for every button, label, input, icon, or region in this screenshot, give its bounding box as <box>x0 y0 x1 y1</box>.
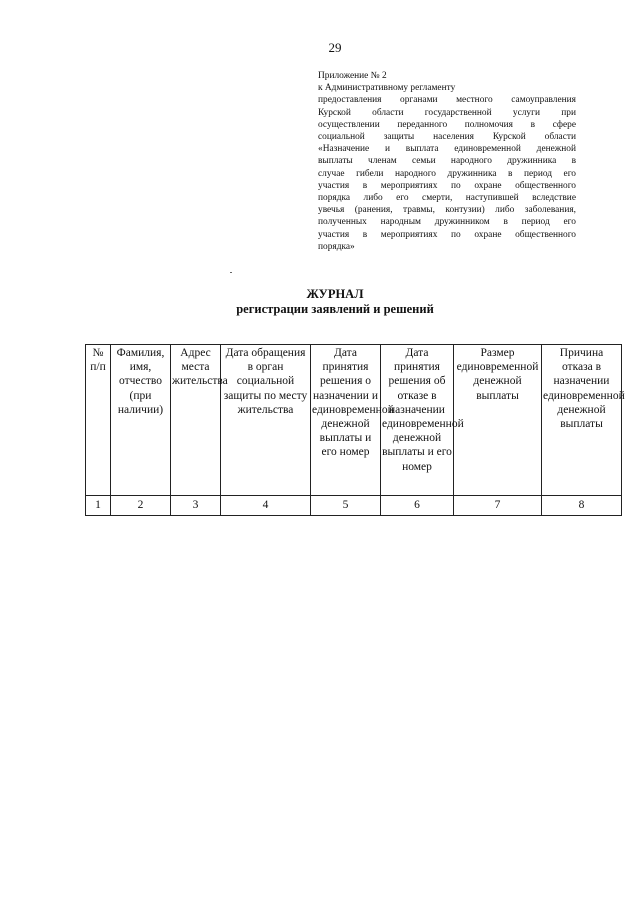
column-header: Фамилия, имя, отчество (при наличии) <box>111 345 171 496</box>
journal-title-block <box>170 287 500 317</box>
column-header: № п/п <box>86 345 111 496</box>
column-header: Дата принятия решения о назначении и единовременной денежной выплаты и его номер <box>311 345 381 496</box>
column-number: 4 <box>221 496 311 516</box>
appendix-line: порядка либо его смерти, наступившей вследствие <box>318 193 576 204</box>
appendix-line: полученных народным дружинником в период его <box>318 217 576 228</box>
column-header: Адрес места жительства <box>171 345 221 496</box>
column-number: 5 <box>311 496 381 516</box>
journal-subtitle: регистрации заявлений и решений <box>236 302 434 316</box>
appendix-line: участия в мероприятиях по охране общественного <box>318 180 576 191</box>
column-number: 1 <box>86 496 111 516</box>
appendix-line: участия в мероприятиях по охране общественного <box>318 229 576 240</box>
column-number: 8 <box>542 496 622 516</box>
appendix-line: осуществлении переданного полномочия в сфере <box>318 119 576 130</box>
appendix-line: социальной защиты населения Курской области <box>318 132 576 143</box>
table-header-row <box>86 345 622 496</box>
appendix-line: предоставления органами местного самоуправления <box>318 95 576 106</box>
column-number: 3 <box>171 496 221 516</box>
journal-title: ЖУРНАЛ <box>306 287 364 301</box>
column-header: Дата принятия решения об отказе в назначении единовременной денежной выплаты и его номер <box>381 345 454 496</box>
appendix-line: Курской области государственной услуги при <box>318 107 576 118</box>
stray-mark <box>230 272 232 273</box>
column-header: Размер единовременной денежной выплаты <box>454 345 542 496</box>
appendix-header <box>318 70 576 253</box>
column-header: Дата обращения в орган социальной защиты по месту жительства <box>221 345 311 496</box>
column-number: 2 <box>111 496 171 516</box>
journal-table <box>85 344 625 516</box>
appendix-line: выплаты членам семьи народного дружинника в <box>318 156 576 167</box>
column-header: Причина отказа в назначении единовременной денежной выплаты <box>542 345 622 496</box>
column-number: 6 <box>381 496 454 516</box>
appendix-line: Приложение № 2 <box>318 71 387 81</box>
table-number-row <box>86 496 622 516</box>
appendix-line: «Назначение и выплата единовременной денежной <box>318 144 576 155</box>
appendix-line: порядка» <box>318 241 355 252</box>
column-number: 7 <box>454 496 542 516</box>
appendix-line: случае гибели народного дружинника в период его <box>318 168 576 179</box>
page-number: 29 <box>328 40 342 55</box>
appendix-line: к Административному регламенту <box>318 83 456 94</box>
appendix-line: увечья (ранения, травмы, контузии) либо заболевания, <box>318 205 576 216</box>
